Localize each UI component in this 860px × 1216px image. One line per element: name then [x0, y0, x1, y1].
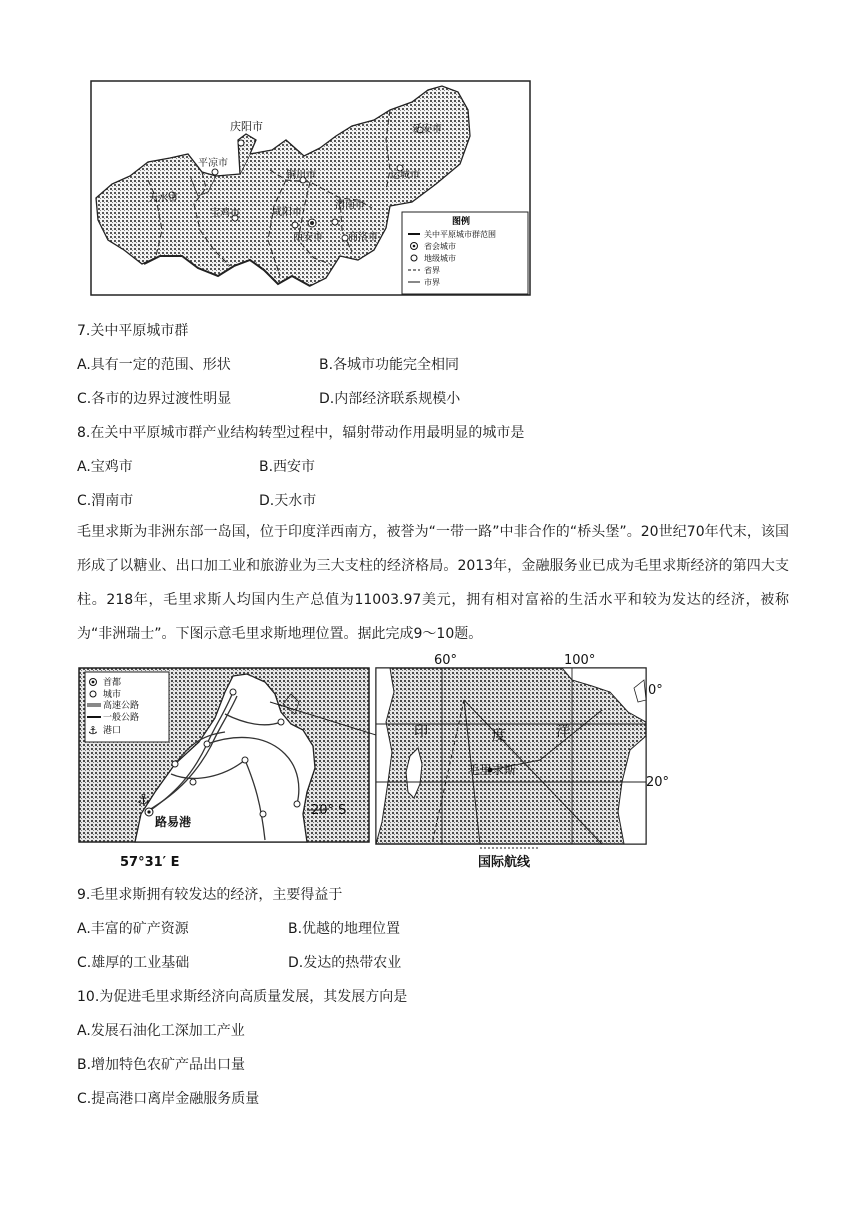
- q7-stem: 7.关中平原城市群: [77, 323, 189, 339]
- latitude-20s-label: 20° S: [311, 803, 347, 818]
- q10-option-b: B.增加特色农矿产品出口量: [77, 1057, 246, 1073]
- q10-stem: 10.为促进毛里求斯经济向高质量发展，其发展方向是: [77, 989, 408, 1005]
- ocean-char-2: 度: [492, 728, 506, 744]
- city-yuncheng: 运城市: [390, 170, 420, 181]
- q8-option-c: C.渭南市: [77, 493, 134, 509]
- intl-route-caption: 国际航线: [478, 855, 531, 870]
- indian-ocean-map: [372, 652, 670, 874]
- q7-option-a: A.具有一定的范围、形状: [77, 357, 231, 373]
- port-louis-label: 路易港: [155, 815, 192, 829]
- q9-option-c: C.雄厚的工业基础: [77, 955, 190, 971]
- city-xianyang: 咸阳市: [272, 207, 302, 218]
- lat-0-label: 0°: [648, 683, 663, 698]
- lon-100-label: 100°: [564, 653, 596, 668]
- map1-legend-title: 图例: [452, 217, 471, 227]
- legend-province: 省界: [424, 266, 440, 275]
- map1-legend: [402, 212, 528, 294]
- legend-expressway: 高速公路: [103, 701, 140, 711]
- legend-capital: 省会城市: [424, 242, 456, 251]
- q7-option-b: B.各城市功能完全相同: [319, 357, 460, 373]
- ocean-char-3: 洋: [556, 724, 570, 740]
- city-shangluo: 商洛市: [348, 232, 378, 243]
- city-tianshui: 天水市: [148, 193, 178, 204]
- q8-stem: 8.在关中平原城市群产业结构转型过程中，辐射带动作用最明显的城市是: [77, 425, 525, 441]
- q9-option-a: A.丰富的矿产资源: [77, 921, 189, 937]
- legend-anchor-icon: ⚓: [88, 724, 98, 737]
- ocean-char-1: 印: [414, 724, 428, 740]
- legend-municipal: 市界: [424, 278, 440, 287]
- city-qingyang: 庆阳市: [230, 120, 263, 133]
- q8-option-d: D.天水市: [259, 493, 317, 509]
- q9-stem: 9.毛里求斯拥有较发达的经济，主要得益于: [77, 887, 343, 903]
- lon-60-label: 60°: [434, 653, 458, 668]
- legend-city2: 城市: [103, 690, 122, 700]
- legend-boundary: 关中平原城市群范围: [424, 230, 496, 239]
- legend-city: 地级城市: [424, 254, 456, 263]
- q9-option-b: B.优越的地理位置: [288, 921, 401, 937]
- q8-option-b: B.西安市: [259, 459, 316, 475]
- anchor-icon: ⚓: [137, 792, 150, 808]
- mauritius-passage: 毛里求斯为非洲东部一岛国，位于印度洋西南方，被誉为“一带一路”中非合作的“桥头堡”。20世纪70年代末，该国形成了以糖业、出口加工业和旅游业为三大支柱的经济格局。2013年，金融服务业已成为毛里求斯经济的第四大支柱。218年，毛里求斯人均国内生产总值为11003.97美元，拥有相对富裕的生活水平和较为发达的经济，被称为“非洲瑞士”。下图示意毛里求斯地理位置。据此完成9～10题。: [77, 524, 789, 642]
- city-yanan: 延安市: [412, 124, 442, 135]
- legend-capital2: 首都: [103, 678, 122, 688]
- city-baoji: 宝鸡市: [210, 208, 240, 219]
- q7-option-c: C.各市的边界过渡性明显: [77, 391, 232, 407]
- q7-option-d: D.内部经济联系规模小: [319, 391, 461, 407]
- city-tongchuan: 铜川市: [286, 170, 316, 181]
- legend-road: 一般公路: [103, 713, 140, 723]
- lat-20-label: 20°: [646, 775, 670, 790]
- map2-legend: [85, 672, 169, 742]
- mauritius-label: 毛里求斯: [468, 763, 517, 777]
- longitude-label: 57°31′ E: [120, 855, 180, 870]
- city-xian: 西安市: [293, 232, 323, 243]
- q10-option-c: C.提高港口离岸金融服务质量: [77, 1091, 260, 1107]
- city-pingliang: 平凉市: [198, 158, 228, 169]
- city-weinan: 渭南市: [335, 200, 365, 211]
- q8-option-a: A.宝鸡市: [77, 459, 133, 475]
- guanzhong-map: [90, 80, 531, 296]
- legend-port: 港口: [103, 726, 122, 736]
- q10-option-a: A.发展石油化工深加工产业: [77, 1023, 245, 1039]
- q9-option-d: D.发达的热带农业: [288, 955, 402, 971]
